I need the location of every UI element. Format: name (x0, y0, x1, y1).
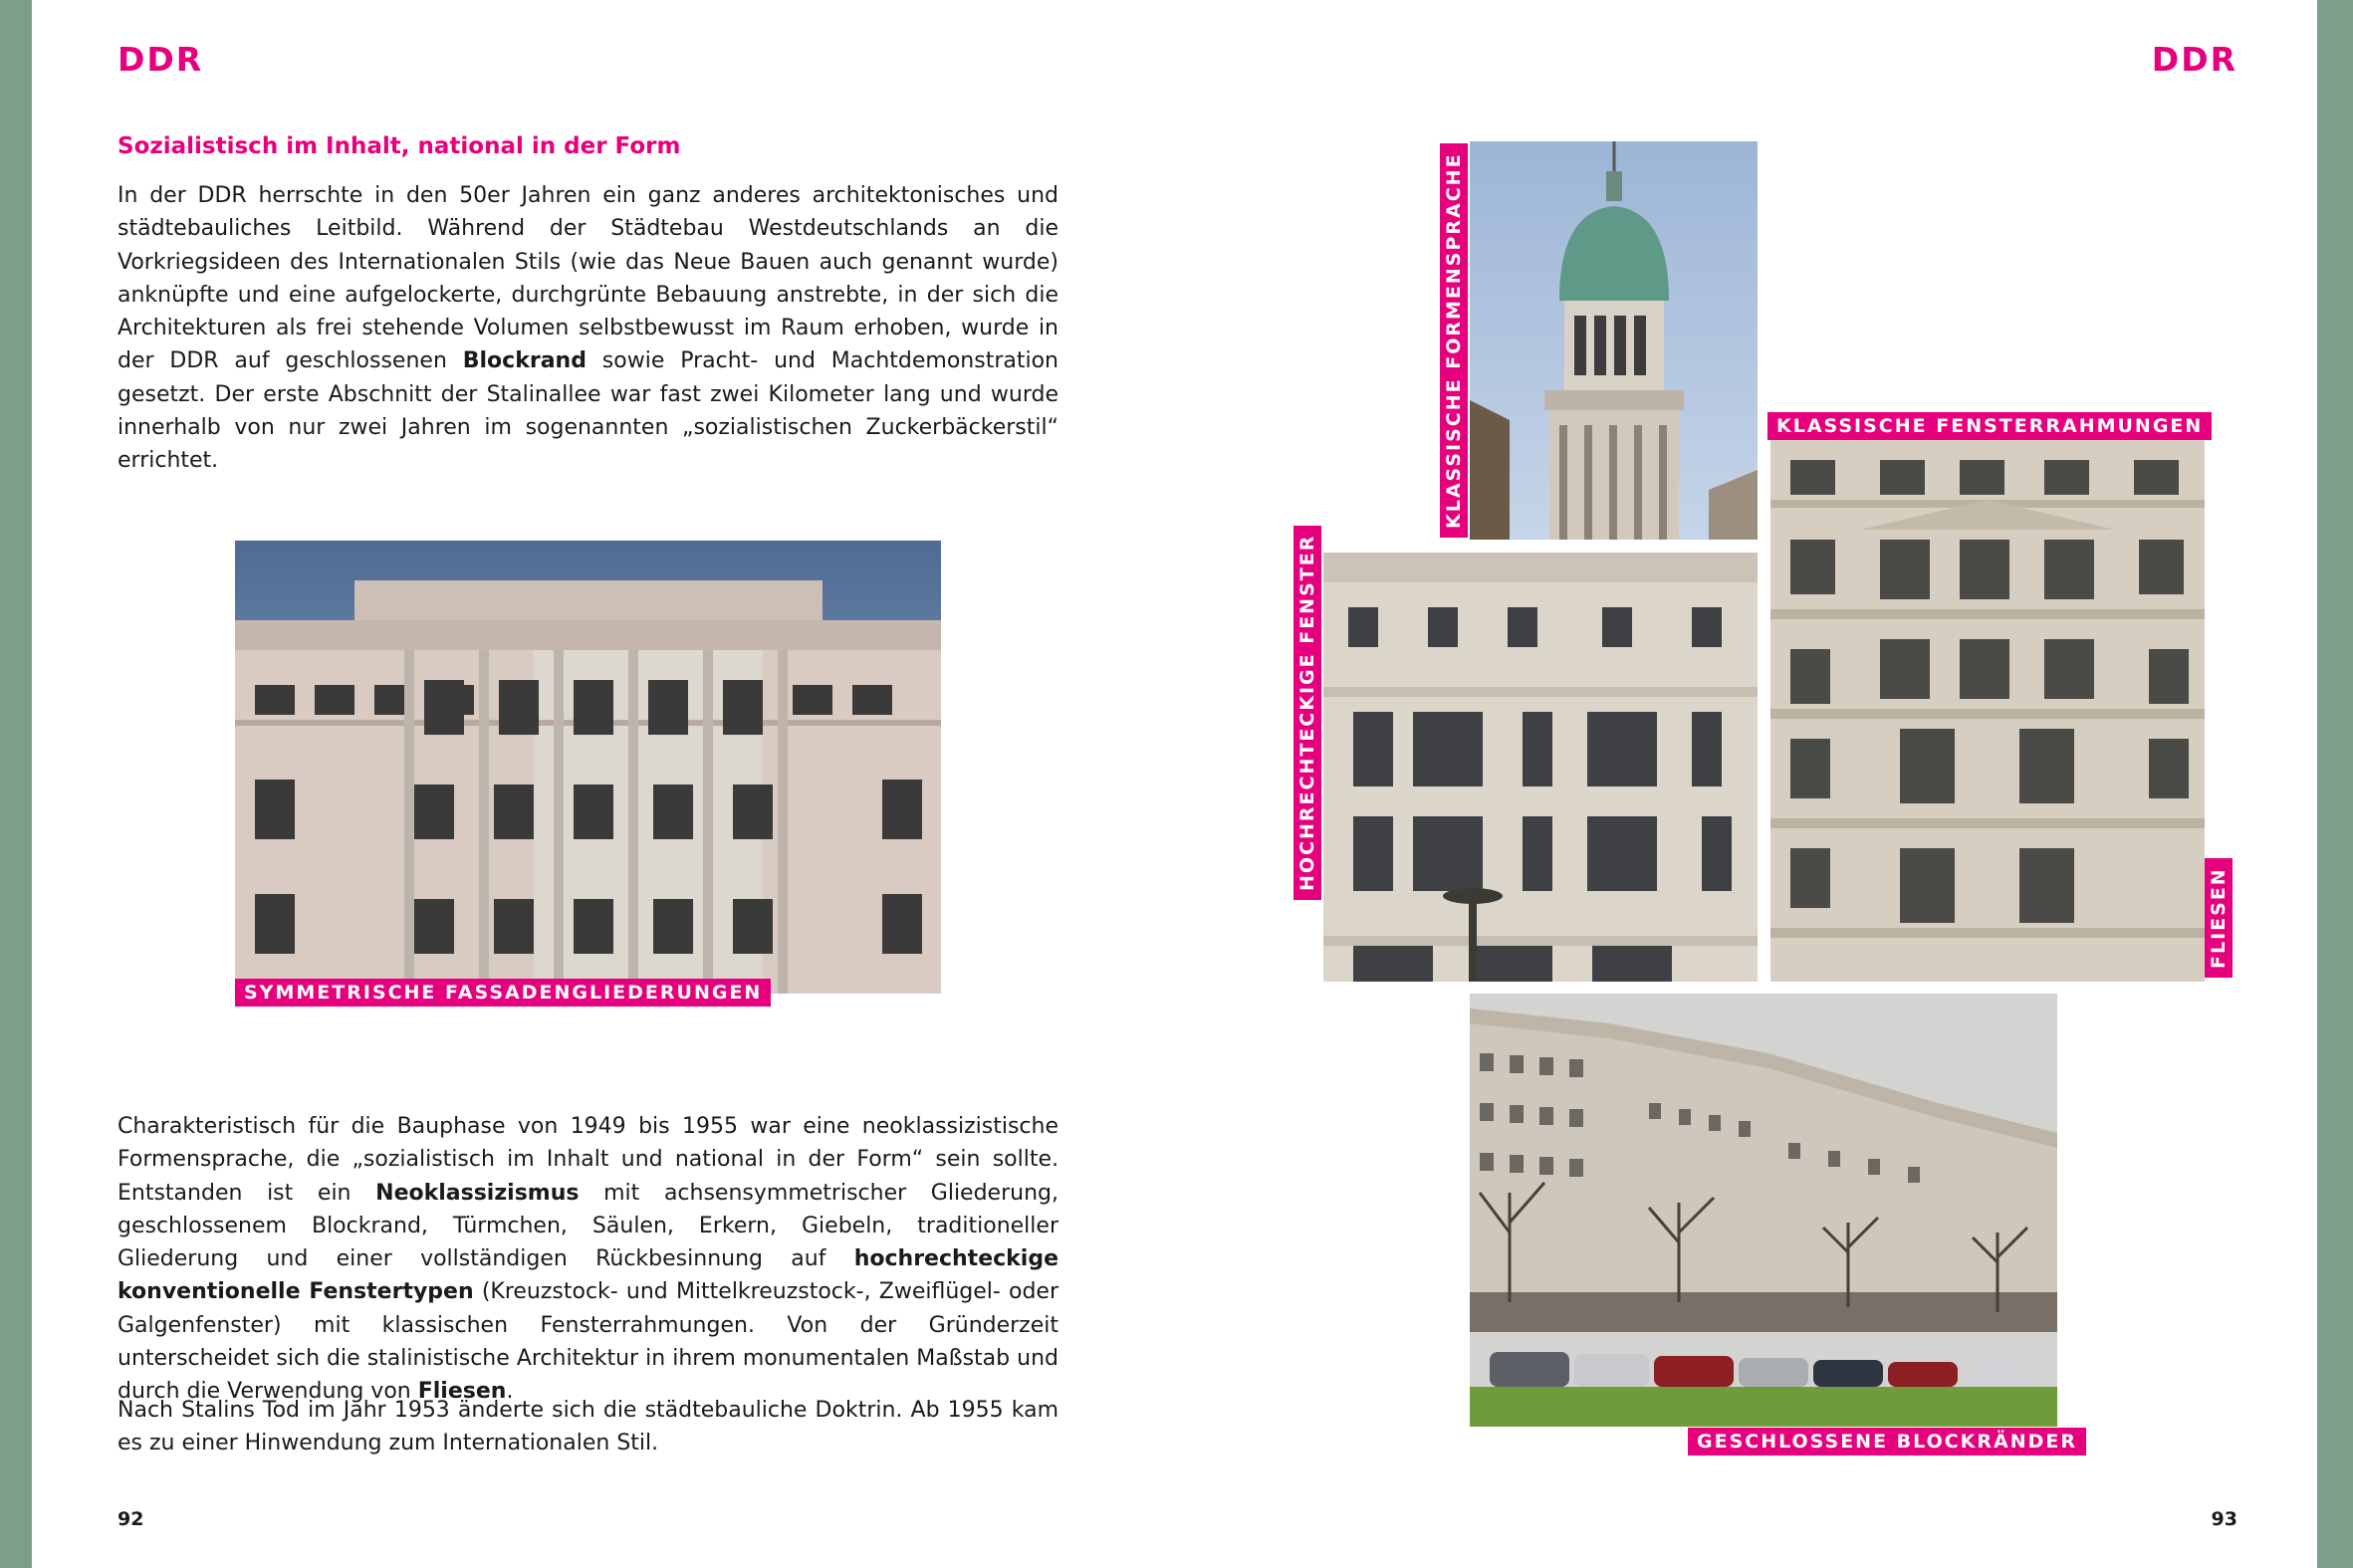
tower-photo-image (1470, 141, 1758, 540)
page-number-right: 93 (2211, 1508, 2237, 1530)
left-page (32, 0, 1176, 1568)
frames-photo-caption: KLASSISCHE FENSTERRAHMUNGEN (1767, 412, 2212, 440)
main-paragraph-run: hochrechteckige konventionelle Fenstertypen (118, 1246, 1059, 1305)
main-paragraph (118, 1110, 1059, 1409)
tower-photo (1470, 141, 1758, 540)
closing-paragraph: Nach Stalins Tod im Jahr 1953 änderte sich die städtebauliche Doktrin. Ab 1955 kam es zu einer Hinwendung zum Internationalen Stil. (118, 1398, 1059, 1456)
main-paragraph-run: (Kreuzstock- und Mittelkreuzstock-, Zweiflügel- oder Galgenfenster) mit klassischen Fensterrahmungen. Von der Gründerzeit unterscheidet sich die stalinistische Architektur in ihrem monumentalen Maßstab und durch die Verwendung von (118, 1279, 1059, 1405)
intro-paragraph-run: Blockrand (462, 348, 587, 374)
main-paragraph-run: Neoklassizismus (375, 1180, 580, 1206)
facade-photo-image (235, 541, 941, 994)
intro-paragraph-run: sowie Pracht- und Machtdemonstration gesetzt. Der erste Abschnitt der Stalinallee war fast zwei Kilometer lang und wurde innerhalb von nur zwei Jahren im sogenannten „sozialistischen Zuckerbäckerstil“ errichtet. (118, 348, 1059, 474)
windows-photo-caption: HOCHRECHTECKIGE FENSTER (1294, 526, 1321, 900)
street-photo-caption: GESCHLOSSENE BLOCKRÄNDER (1688, 1428, 2086, 1456)
facade-photo (235, 541, 941, 994)
windows-photo (1323, 553, 1758, 982)
intro-paragraph (118, 179, 1059, 478)
facade-photo-caption: SYMMETRISCHE FASSADENGLIEDERUNGEN (235, 979, 771, 1007)
frames-photo-image (1770, 440, 2205, 982)
page-number-left: 92 (118, 1508, 144, 1530)
frames-photo (1770, 440, 2205, 982)
street-photo (1470, 994, 2057, 1427)
main-paragraph-run: Fliesen (417, 1379, 507, 1405)
tower-photo-caption: KLASSISCHE FORMENSPRACHE (1440, 143, 1468, 538)
main-paragraph-run: Charakteristisch für die Bauphase von 1949 bis 1955 war eine neoklassizistische Formensprache, die „sozialistisch im Inhalt und national in der Form“ sein sollte. Entstanden ist ein (118, 1114, 1059, 1206)
running-head-right: DDR (2151, 40, 2237, 79)
main-paragraph-run: . (506, 1379, 514, 1405)
intro-paragraph-run: In der DDR herrschte in den 50er Jahren ein ganz anderes architektonisches und städtebauliches Leitbild. Während der Städtebau Westdeutschlands an die Vorkriegsideen des Internationalen Stils (wie das Neue Bauen auch genannt wurde) anknüpfte und eine aufgelockerte, durchgrünte Bebauung anstrebte, in der sich die Architekturen als frei stehende Volumen selbstbewusst im Raum erhoben, wurde in der DDR auf geschlossenen (118, 183, 1059, 374)
main-paragraph-run: mit achsensymmetrischer Gliederung, geschlossenem Blockrand, Türmchen, Säulen, Erkern, Giebeln, traditioneller Gliederung und einer vollständigen Rückbesinnung auf (118, 1180, 1059, 1272)
tiles-caption: FLIESEN (2205, 858, 2233, 978)
running-head-left: DDR (118, 40, 204, 79)
windows-photo-image (1323, 553, 1758, 982)
street-photo-image (1470, 994, 2057, 1427)
right-page (1176, 0, 2317, 1568)
section-subheading: Sozialistisch im Inhalt, national in der Form (118, 133, 681, 159)
